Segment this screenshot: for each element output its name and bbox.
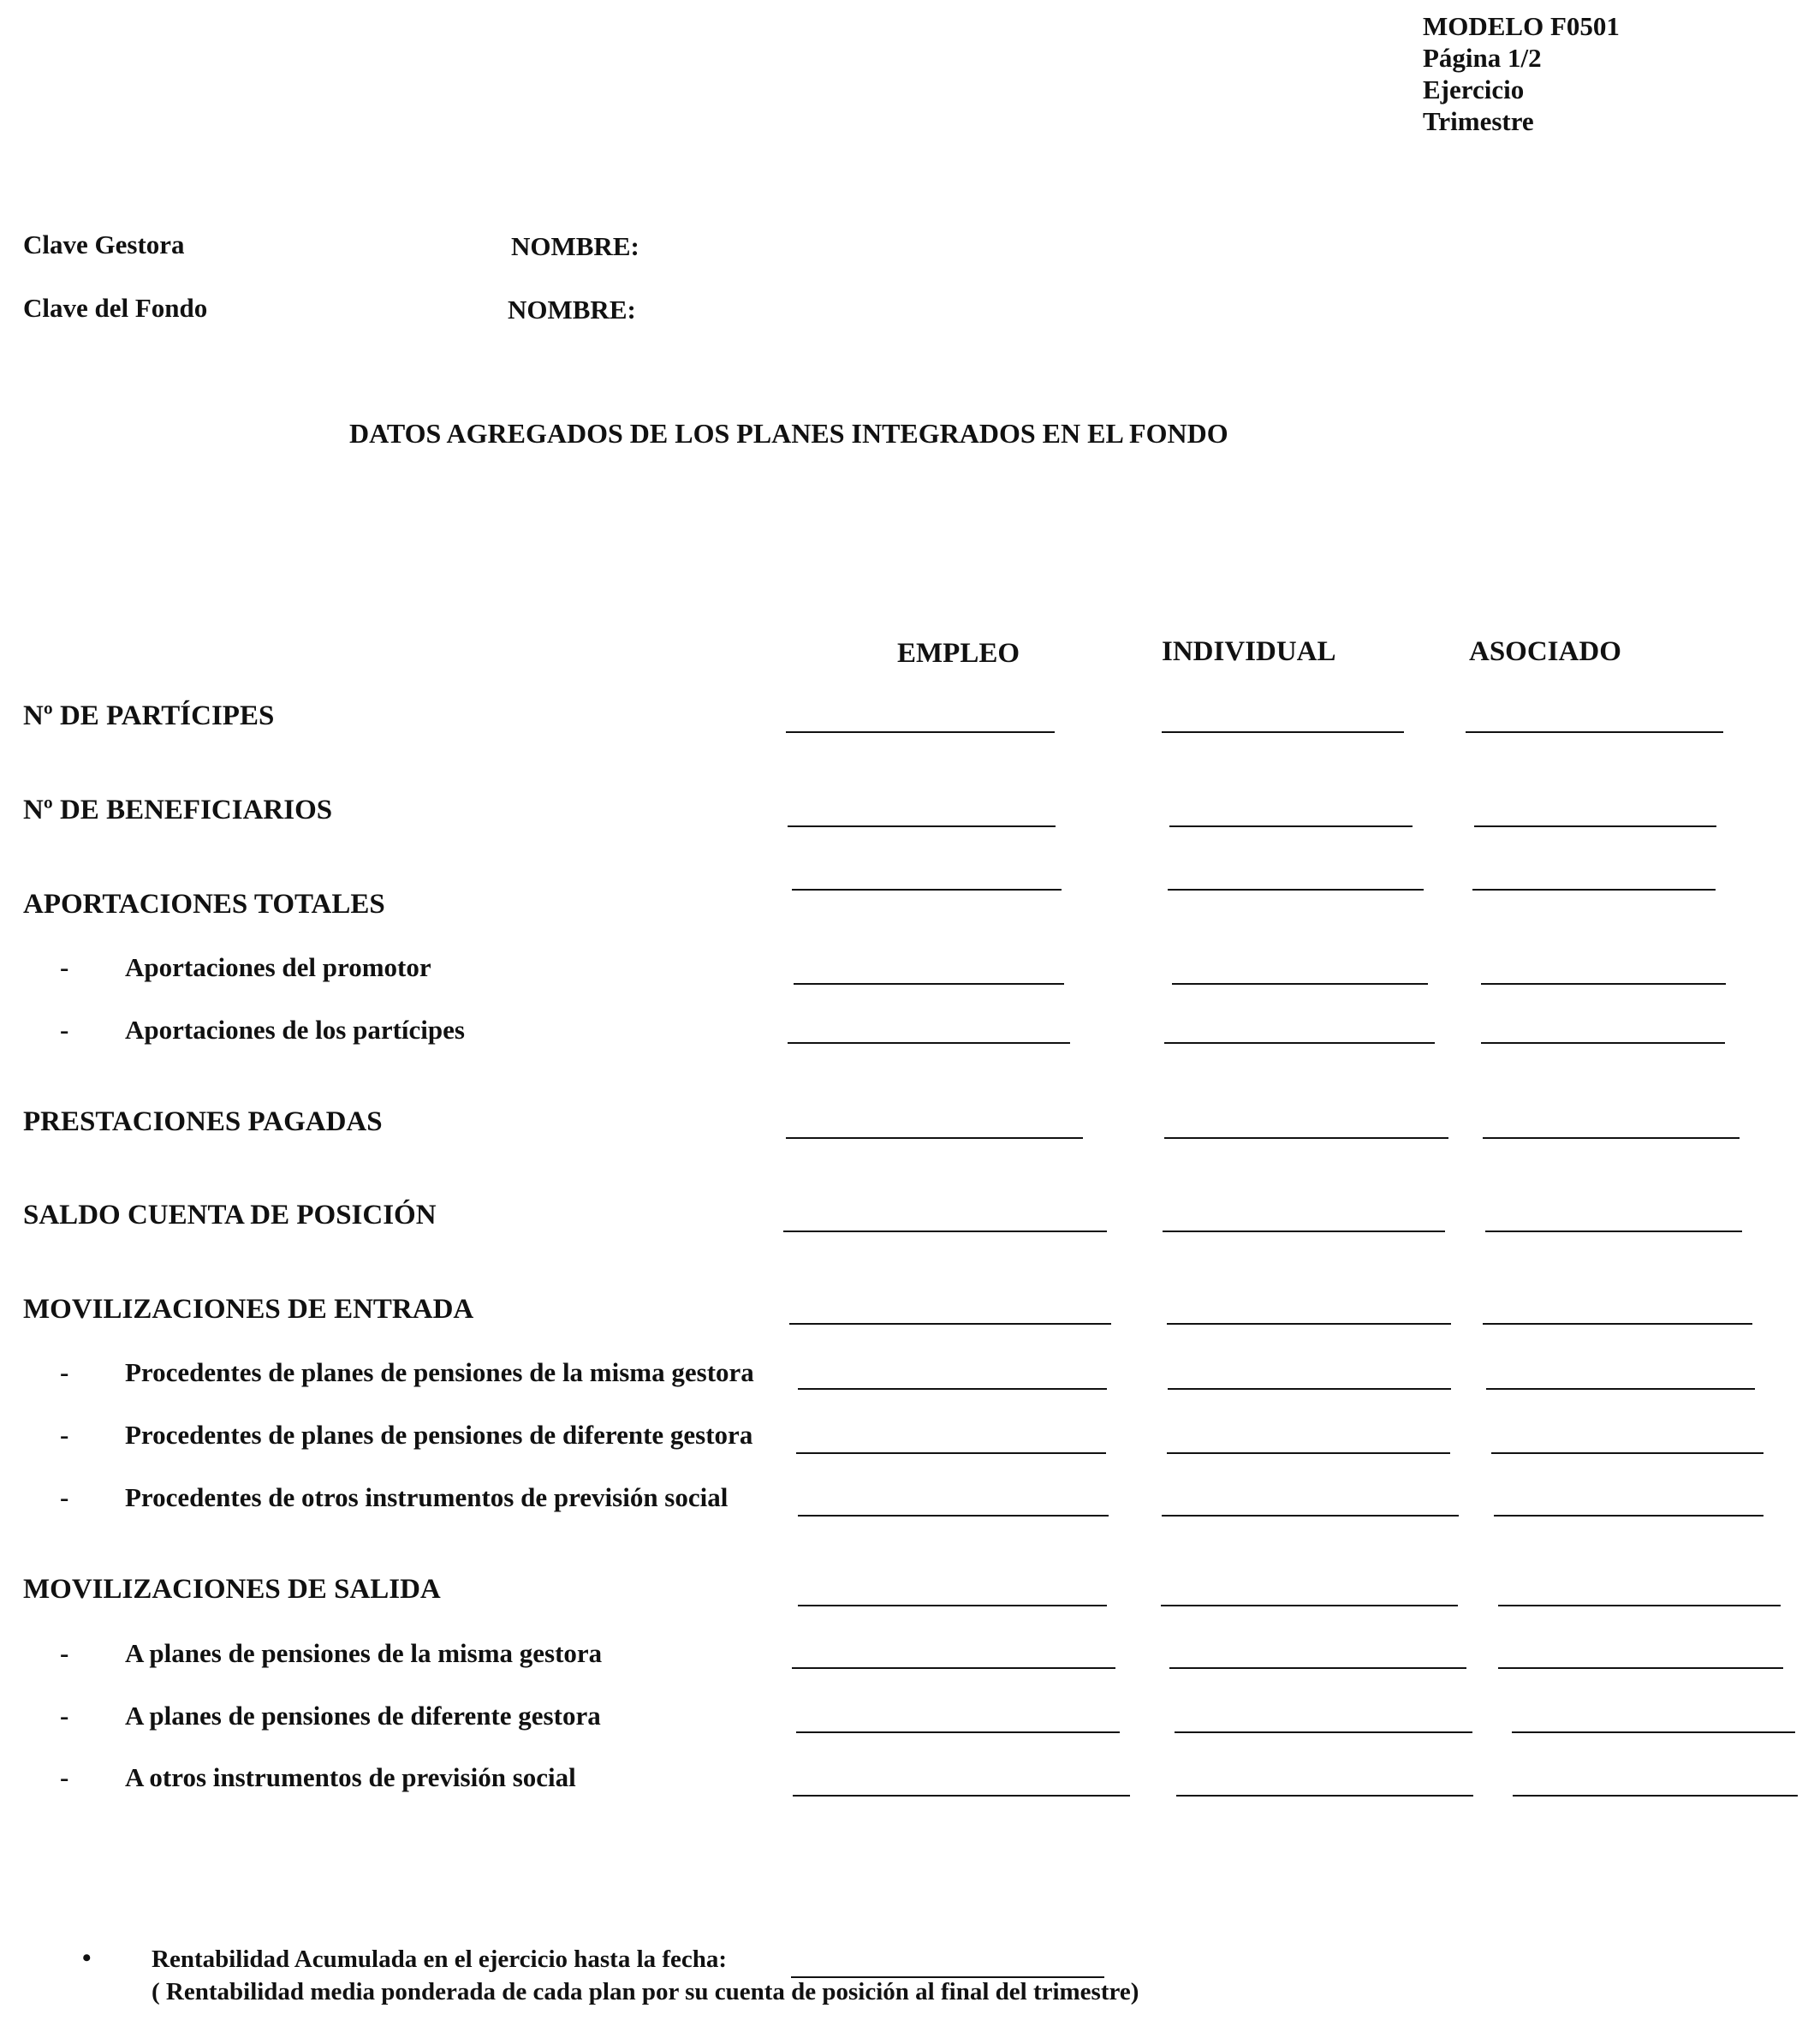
row-dash: - — [60, 1762, 69, 1792]
input-line-asociado[interactable] — [1498, 1667, 1783, 1669]
row-dash: - — [60, 1015, 69, 1045]
input-line-asociado[interactable] — [1474, 825, 1716, 827]
input-line-empleo[interactable] — [792, 1667, 1115, 1669]
input-line-empleo[interactable] — [786, 731, 1055, 733]
row-dash: - — [60, 1357, 69, 1387]
input-line-empleo[interactable] — [793, 1795, 1130, 1797]
input-line-empleo[interactable] — [798, 1605, 1107, 1606]
row-label: MOVILIZACIONES DE SALIDA — [23, 1574, 441, 1605]
page-number: Página 1/2 — [1423, 43, 1542, 73]
input-line-empleo[interactable] — [796, 1452, 1106, 1454]
input-line-individual[interactable] — [1169, 1667, 1466, 1669]
row-label: A planes de pensiones de diferente gestora — [125, 1701, 601, 1731]
input-line-asociado[interactable] — [1472, 889, 1716, 891]
form-title: DATOS AGREGADOS DE LOS PLANES INTEGRADOS EN EL FONDO — [349, 418, 1228, 449]
fund-key-label: Clave del Fondo — [23, 293, 208, 323]
input-line-individual[interactable] — [1162, 1515, 1459, 1517]
input-line-empleo[interactable] — [798, 1388, 1107, 1390]
input-line-individual[interactable] — [1162, 731, 1404, 733]
row-label: A planes de pensiones de la misma gestora — [125, 1638, 603, 1668]
input-line-asociado[interactable] — [1485, 1231, 1742, 1232]
row-dash: - — [60, 952, 69, 982]
input-line-individual[interactable] — [1168, 889, 1424, 891]
input-line-individual[interactable] — [1172, 983, 1428, 985]
row-label: MOVILIZACIONES DE ENTRADA — [23, 1294, 474, 1325]
input-line-individual[interactable] — [1167, 1323, 1451, 1325]
input-line-individual[interactable] — [1175, 1731, 1472, 1733]
input-line-empleo[interactable] — [796, 1731, 1120, 1733]
row-label: Nº DE BENEFICIARIOS — [23, 795, 333, 825]
column-header-asociado: ASOCIADO — [1469, 636, 1621, 667]
input-line-asociado[interactable] — [1486, 1388, 1755, 1390]
row-label: SALDO CUENTA DE POSICIÓN — [23, 1200, 437, 1231]
input-line-asociado[interactable] — [1481, 983, 1726, 985]
input-line-empleo[interactable] — [789, 1323, 1111, 1325]
input-line-empleo[interactable] — [788, 825, 1056, 827]
input-line-asociado[interactable] — [1498, 1605, 1781, 1606]
input-line-individual[interactable] — [1164, 1137, 1448, 1139]
fund-name-label: NOMBRE: — [508, 295, 636, 325]
input-line-empleo[interactable] — [792, 889, 1062, 891]
input-line-asociado[interactable] — [1481, 1042, 1725, 1044]
footer-bullet: • — [82, 1944, 92, 1972]
row-dash: - — [60, 1420, 69, 1450]
row-label: Nº DE PARTÍCIPES — [23, 700, 275, 731]
input-line-individual[interactable] — [1168, 1388, 1451, 1390]
input-line-asociado[interactable] — [1466, 731, 1723, 733]
row-label: Aportaciones de los partícipes — [125, 1015, 465, 1045]
row-dash: - — [60, 1482, 69, 1512]
row-label: PRESTACIONES PAGADAS — [23, 1106, 383, 1137]
return-label: Rentabilidad Acumulada en el ejercicio hasta la fecha: — [152, 1946, 728, 1973]
input-line-empleo[interactable] — [788, 1042, 1070, 1044]
column-header-empleo: EMPLEO — [897, 638, 1020, 669]
input-line-asociado[interactable] — [1483, 1137, 1740, 1139]
input-line-empleo[interactable] — [786, 1137, 1083, 1139]
return-note: ( Rentabilidad media ponderada de cada plan por su cuenta de posición al final del trimestre) — [152, 1978, 1139, 2005]
input-line-empleo[interactable] — [798, 1515, 1109, 1517]
row-dash: - — [60, 1638, 69, 1668]
row-label: Procedentes de otros instrumentos de previsión social — [125, 1482, 729, 1512]
input-line-empleo[interactable] — [794, 983, 1064, 985]
row-dash: - — [60, 1701, 69, 1731]
input-line-asociado[interactable] — [1491, 1452, 1763, 1454]
input-line-empleo[interactable] — [783, 1231, 1107, 1232]
column-header-individual: INDIVIDUAL — [1162, 636, 1336, 667]
input-line-asociado[interactable] — [1494, 1515, 1763, 1517]
row-label: APORTACIONES TOTALES — [23, 889, 385, 920]
row-label: Procedentes de planes de pensiones de diferente gestora — [125, 1420, 753, 1450]
input-line-asociado[interactable] — [1483, 1323, 1752, 1325]
input-line-individual[interactable] — [1161, 1605, 1458, 1606]
manager-key-label: Clave Gestora — [23, 229, 185, 259]
row-label: Aportaciones del promotor — [125, 952, 431, 982]
row-label: Procedentes de planes de pensiones de la misma gestora — [125, 1357, 754, 1387]
year-label: Ejercicio — [1423, 74, 1525, 104]
input-line-individual[interactable] — [1164, 1042, 1435, 1044]
input-line-asociado[interactable] — [1512, 1731, 1795, 1733]
input-line-individual[interactable] — [1167, 1452, 1450, 1454]
input-line-asociado[interactable] — [1513, 1795, 1798, 1797]
manager-name-label: NOMBRE: — [511, 231, 639, 261]
quarter-label: Trimestre — [1423, 106, 1534, 136]
input-line-individual[interactable] — [1176, 1795, 1473, 1797]
model-code: MODELO F0501 — [1423, 11, 1620, 41]
input-line-individual[interactable] — [1169, 825, 1413, 827]
row-label: A otros instrumentos de previsión social — [125, 1762, 576, 1792]
input-line-individual[interactable] — [1163, 1231, 1445, 1232]
